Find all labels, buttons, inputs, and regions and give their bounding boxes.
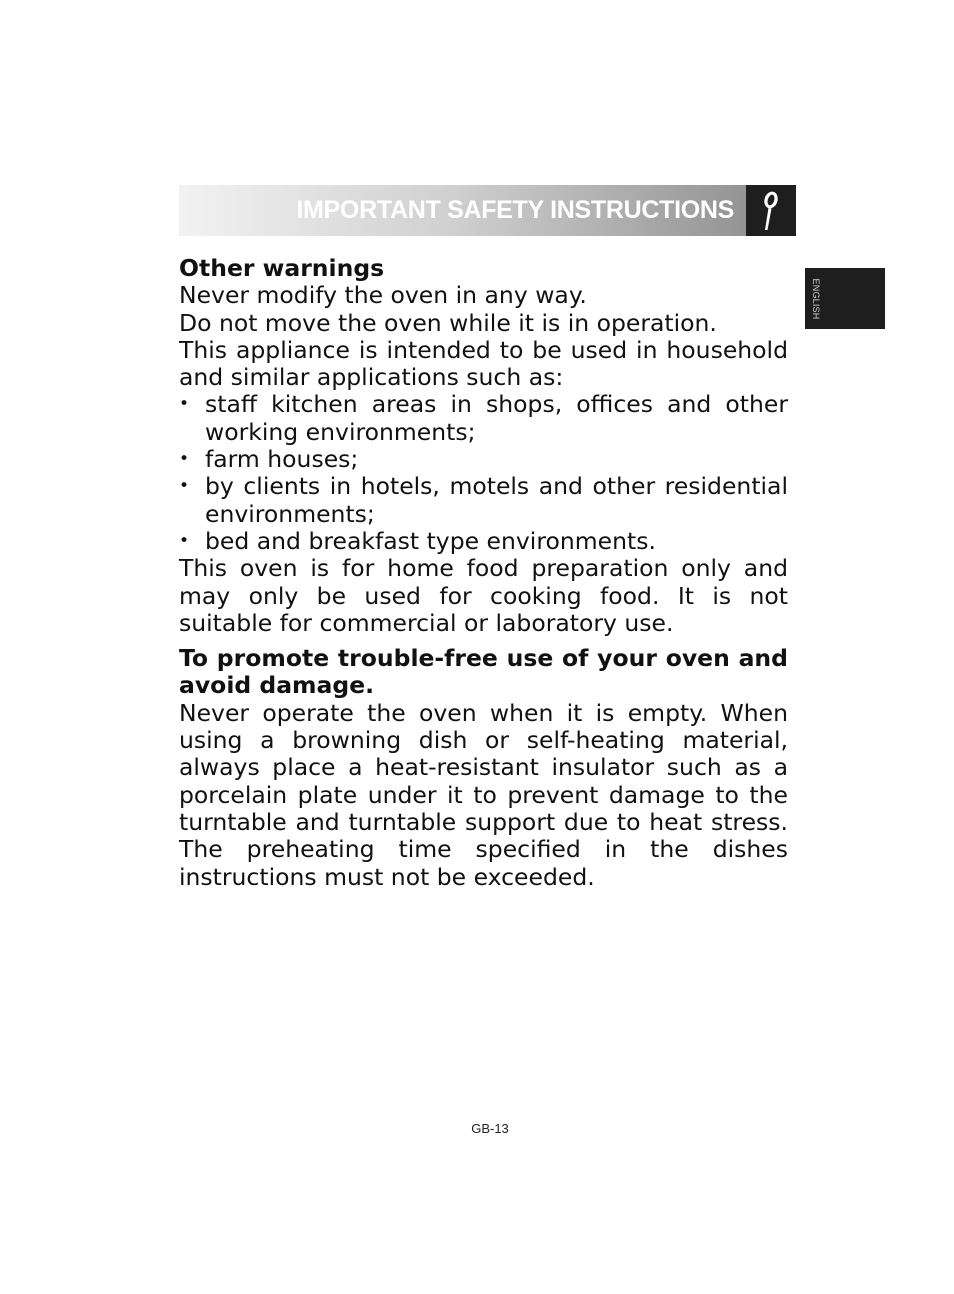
- page-number: GB-13: [471, 1121, 509, 1136]
- paragraph: Never modify the oven in any way.: [179, 281, 587, 310]
- bullet-icon: •: [179, 530, 190, 551]
- language-tab: [805, 268, 885, 329]
- bullet-icon: •: [179, 476, 190, 497]
- language-label: ENGLISH: [811, 278, 821, 320]
- section-header-bar: [179, 185, 796, 236]
- paragraph: This oven is for home food preparation only and may only be used for cooking food. It is not suitable for commercial or laboratory use.: [179, 554, 788, 637]
- section-header-title: IMPORTANT SAFETY INSTRUCTIONS: [296, 196, 734, 224]
- bullet-list: [179, 391, 788, 555]
- list-item: [179, 391, 788, 446]
- list-item: [179, 528, 788, 555]
- spoon-icon: [759, 190, 783, 232]
- document-body: [179, 255, 788, 891]
- header-icon-box: [746, 185, 796, 236]
- paragraph: Never operate the oven when it is empty. When using a browning dish or self-heating material, always place a heat-resistant insulator such as a porcelain plate under it to prevent damage to the turntable and turntable support due to heat stress. The preheating time specified in the dishes instructions must not be exceeded.: [179, 698, 788, 891]
- list-item-text: by clients in hotels, motels and other residential environments;: [205, 472, 788, 528]
- bullet-icon: •: [179, 394, 190, 415]
- list-item: [179, 473, 788, 528]
- list-item-text: staff kitchen areas in shops, offices and other working environments;: [205, 390, 788, 446]
- bullet-icon: •: [179, 449, 190, 470]
- other-warnings-heading: Other warnings: [179, 254, 385, 282]
- trouble-free-heading: To promote trouble-free use of your oven and avoid damage.: [179, 644, 788, 700]
- list-item-text: farm houses;: [205, 445, 359, 474]
- paragraph: This appliance is intended to be used in household and similar applications such as:: [179, 335, 788, 392]
- list-item-text: bed and breakfast type environments.: [205, 526, 656, 555]
- paragraph: Do not move the oven while it is in operation.: [179, 308, 717, 337]
- list-item: [179, 446, 788, 473]
